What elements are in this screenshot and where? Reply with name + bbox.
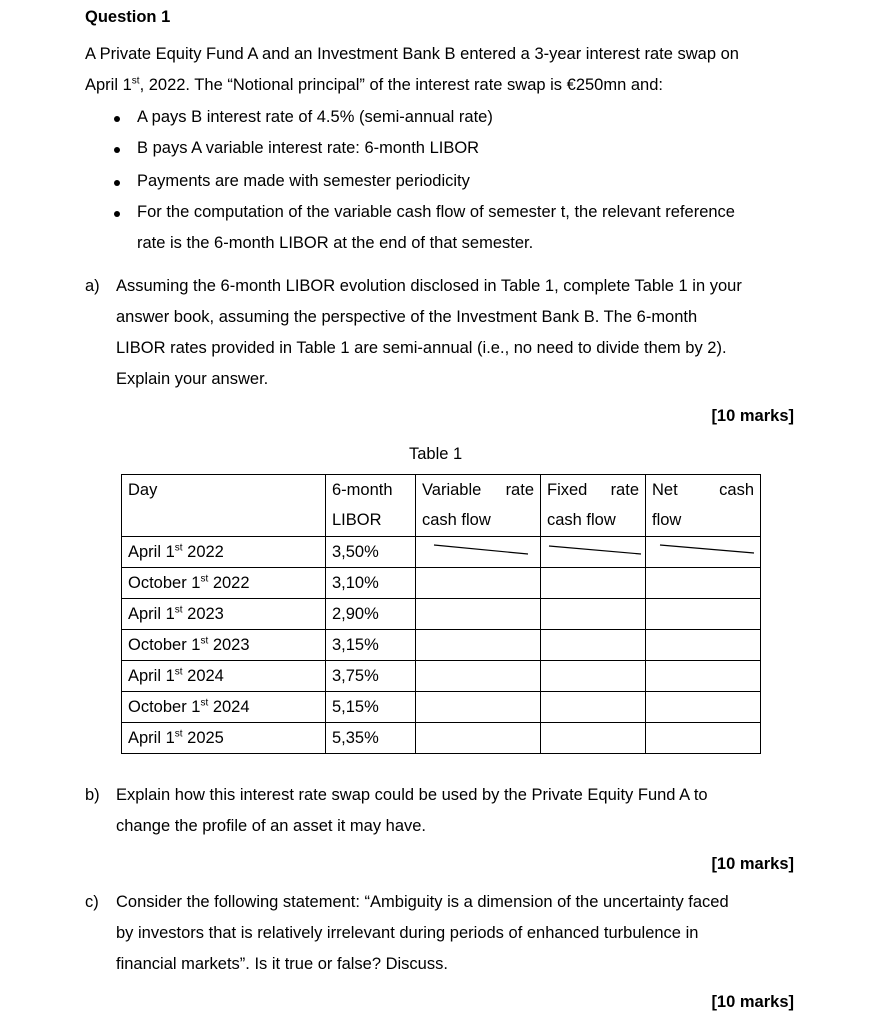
- question-heading: Question 1: [85, 8, 171, 26]
- intro-date: April 1: [85, 76, 132, 94]
- part-c-text: by investors that is relatively irrelevant during periods of enhanced turbulence in: [116, 924, 699, 942]
- row-day: April 1st 2023: [122, 599, 326, 630]
- bullet-dot: [114, 211, 120, 217]
- bullet-item: A pays B interest rate of 4.5% (semi-annual rate): [137, 108, 493, 126]
- table-caption: Table 1: [409, 445, 463, 463]
- intro-date-suffix: st: [131, 75, 140, 87]
- header-net-cash-flow: Net cash flow: [646, 475, 761, 537]
- bullet-dot: [114, 116, 120, 122]
- header-day: Day: [122, 475, 326, 537]
- fixed-cell: [541, 692, 646, 723]
- row-libor: 3,15%: [326, 630, 416, 661]
- part-b-label: b): [85, 786, 100, 804]
- fixed-cell-struck: [541, 537, 646, 568]
- table-row: [122, 692, 761, 723]
- row-day: October 1st 2023: [122, 630, 326, 661]
- part-c-text: financial markets”. Is it true or false? Discuss.: [116, 955, 448, 973]
- net-cell: [646, 630, 761, 661]
- variable-cell: [416, 692, 541, 723]
- variable-cell: [416, 661, 541, 692]
- net-cell-struck: [646, 537, 761, 568]
- part-c-label: c): [85, 893, 99, 911]
- table-row: [122, 723, 761, 754]
- variable-cell: [416, 568, 541, 599]
- header-libor: 6-month LIBOR: [326, 475, 416, 537]
- part-b-marks: [10 marks]: [711, 855, 794, 873]
- row-libor: 5,15%: [326, 692, 416, 723]
- part-a-marks: [10 marks]: [711, 407, 794, 425]
- row-day: October 1st 2024: [122, 692, 326, 723]
- part-b-text: change the profile of an asset it may have.: [116, 817, 427, 835]
- table-row: [122, 537, 761, 568]
- part-a-text: answer book, assuming the perspective of the Investment Bank B. The 6-month: [116, 308, 698, 326]
- table-row: [122, 630, 761, 661]
- part-b-text: Explain how this interest rate swap could be used by the Private Equity Fund A to: [116, 786, 708, 804]
- bullet-item: For the computation of the variable cash flow of semester t, the relevant reference: [137, 203, 735, 221]
- bullet-item-continuation: rate is the 6-month LIBOR at the end of that semester.: [137, 234, 534, 252]
- variable-cell: [416, 599, 541, 630]
- row-day: April 1st 2024: [122, 661, 326, 692]
- variable-cell: [416, 723, 541, 754]
- table-row: [122, 661, 761, 692]
- header-variable-cash-flow: Variable rate cash flow: [416, 475, 541, 537]
- part-a-text: Explain your answer.: [116, 370, 269, 388]
- row-libor: 3,10%: [326, 568, 416, 599]
- swap-table: [121, 474, 761, 754]
- strike-line: [541, 537, 645, 567]
- part-c-marks: [10 marks]: [711, 993, 794, 1011]
- intro-line-2: [85, 76, 663, 95]
- row-day: April 1st 2025: [122, 723, 326, 754]
- net-cell: [646, 661, 761, 692]
- bullet-dot: [114, 147, 120, 153]
- part-a-text: LIBOR rates provided in Table 1 are semi-annual (i.e., no need to divide them by 2).: [116, 339, 727, 357]
- row-libor: 3,50%: [326, 537, 416, 568]
- row-day: October 1st 2022: [122, 568, 326, 599]
- part-c-text: Consider the following statement: “Ambiguity is a dimension of the uncertainty faced: [116, 893, 729, 911]
- variable-cell-struck: [416, 537, 541, 568]
- fixed-cell: [541, 599, 646, 630]
- bullet-item: Payments are made with semester periodicity: [137, 172, 470, 190]
- fixed-cell: [541, 568, 646, 599]
- variable-cell: [416, 630, 541, 661]
- intro-notional: , 2022. The “Notional principal” of the interest rate swap is €250mn and:: [139, 76, 663, 94]
- net-cell: [646, 723, 761, 754]
- part-a-text: Assuming the 6-month LIBOR evolution disclosed in Table 1, complete Table 1 in your: [116, 277, 742, 295]
- fixed-cell: [541, 723, 646, 754]
- part-a-label: a): [85, 277, 100, 295]
- fixed-cell: [541, 661, 646, 692]
- strike-line: [646, 537, 760, 567]
- row-libor: 3,75%: [326, 661, 416, 692]
- table-row: [122, 599, 761, 630]
- header-fixed-cash-flow: Fixed rate cash flow: [541, 475, 646, 537]
- table-row: [122, 568, 761, 599]
- strike-line: [416, 537, 540, 567]
- net-cell: [646, 568, 761, 599]
- bullet-dot: [114, 180, 120, 186]
- net-cell: [646, 692, 761, 723]
- table-header-row: [122, 475, 761, 537]
- row-day: April 1st 2022: [122, 537, 326, 568]
- net-cell: [646, 599, 761, 630]
- bullet-item: B pays A variable interest rate: 6-month LIBOR: [137, 139, 480, 157]
- fixed-cell: [541, 630, 646, 661]
- row-libor: 5,35%: [326, 723, 416, 754]
- intro-line-1: A Private Equity Fund A and an Investment Bank B entered a 3-year interest rate swap on: [85, 45, 739, 63]
- row-libor: 2,90%: [326, 599, 416, 630]
